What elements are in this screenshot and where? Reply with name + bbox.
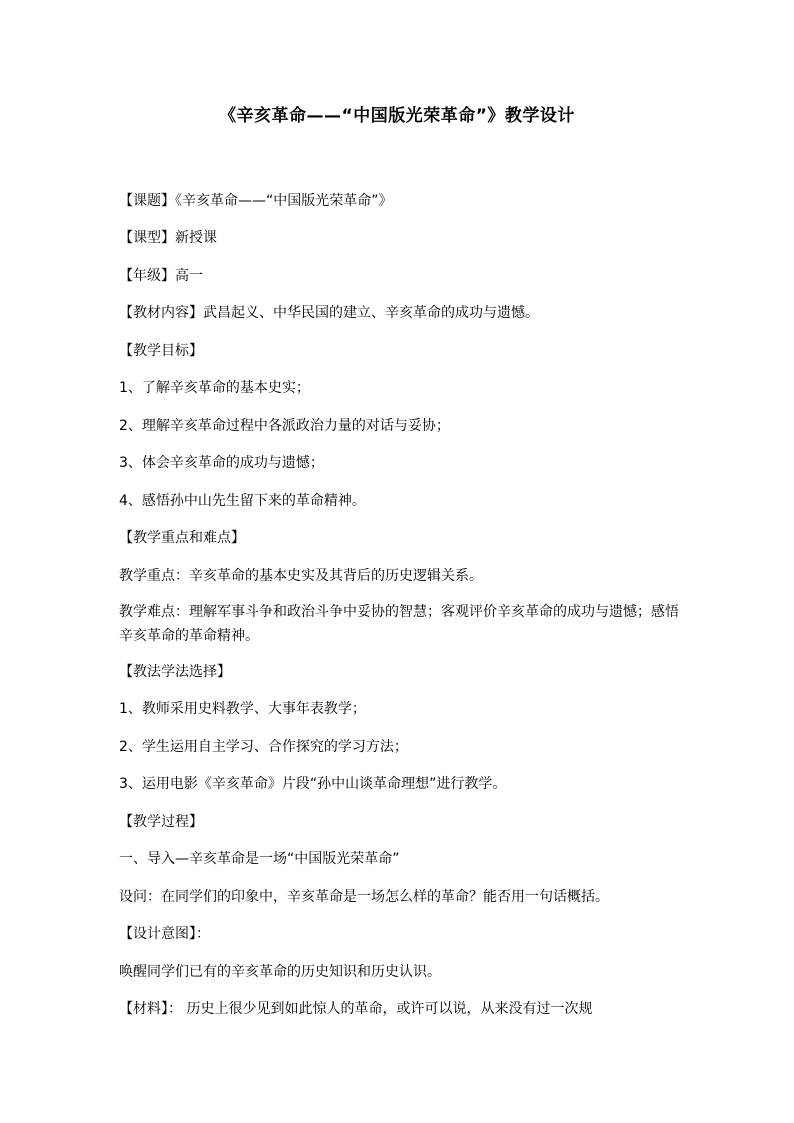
grade-line: 【年级】高一 — [119, 268, 203, 284]
process-heading: 【教学过程】 — [119, 814, 203, 830]
objective-item: 4、感悟孙中山先生留下来的革命精神。 — [119, 493, 366, 509]
question-line: 设问：在同学们的印象中，辛亥革命是一场怎么样的革命？能否用一句话概括。 — [119, 889, 609, 905]
objective-item: 2、理解辛亥革命过程中各派政治力量的对话与妥协； — [119, 418, 450, 434]
difficulty-line: 教学难点：理解军事斗争和政治斗争中妥协的智慧；客观评价辛亥革命的成功与遗憾；感悟辛亥革命的革命精神。 — [119, 604, 679, 644]
design-intent-heading: 【设计意图】： — [119, 926, 210, 942]
objective-item: 1、了解辛亥革命的基本史实； — [119, 380, 310, 396]
method-item: 2、学生运用自主学习、合作探究的学习方法； — [119, 739, 408, 755]
objectives-heading: 【教学目标】 — [119, 343, 203, 359]
content-line: 【教材内容】武昌起义、中华民国的建立、辛亥革命的成功与遗憾。 — [119, 305, 539, 321]
key-point-line: 教学重点：辛亥革命的基本史实及其背后的历史逻辑关系。 — [119, 568, 483, 584]
objective-item: 3、体会辛亥革命的成功与遗憾； — [119, 455, 324, 471]
document-title: 《辛亥革命——“中国版光荣革命”》教学设计 — [219, 106, 575, 126]
intro-line: 一、导入—辛亥革命是一场“中国版光荣革命” — [119, 851, 400, 867]
methods-heading: 【教法学法选择】 — [119, 664, 231, 680]
method-item: 3、运用电影《辛亥革命》片段“孙中山谈革命理想”进行教学。 — [119, 776, 507, 792]
material-line: 【材料】： 历史上很少见到如此惊人的革命，或许可以说，从来没有过一次规 — [119, 1001, 593, 1017]
key-points-heading: 【教学重点和难点】 — [119, 530, 245, 546]
lesson-topic-line: 【课题】《辛亥革命——“中国版光荣革命”》 — [119, 193, 393, 209]
lesson-type-line: 【课型】新授课 — [119, 230, 217, 246]
method-item: 1、教师采用史料教学、大事年表教学； — [119, 701, 366, 717]
design-intent-line: 唤醒同学们已有的辛亥革命的历史知识和历史认识。 — [119, 964, 441, 980]
